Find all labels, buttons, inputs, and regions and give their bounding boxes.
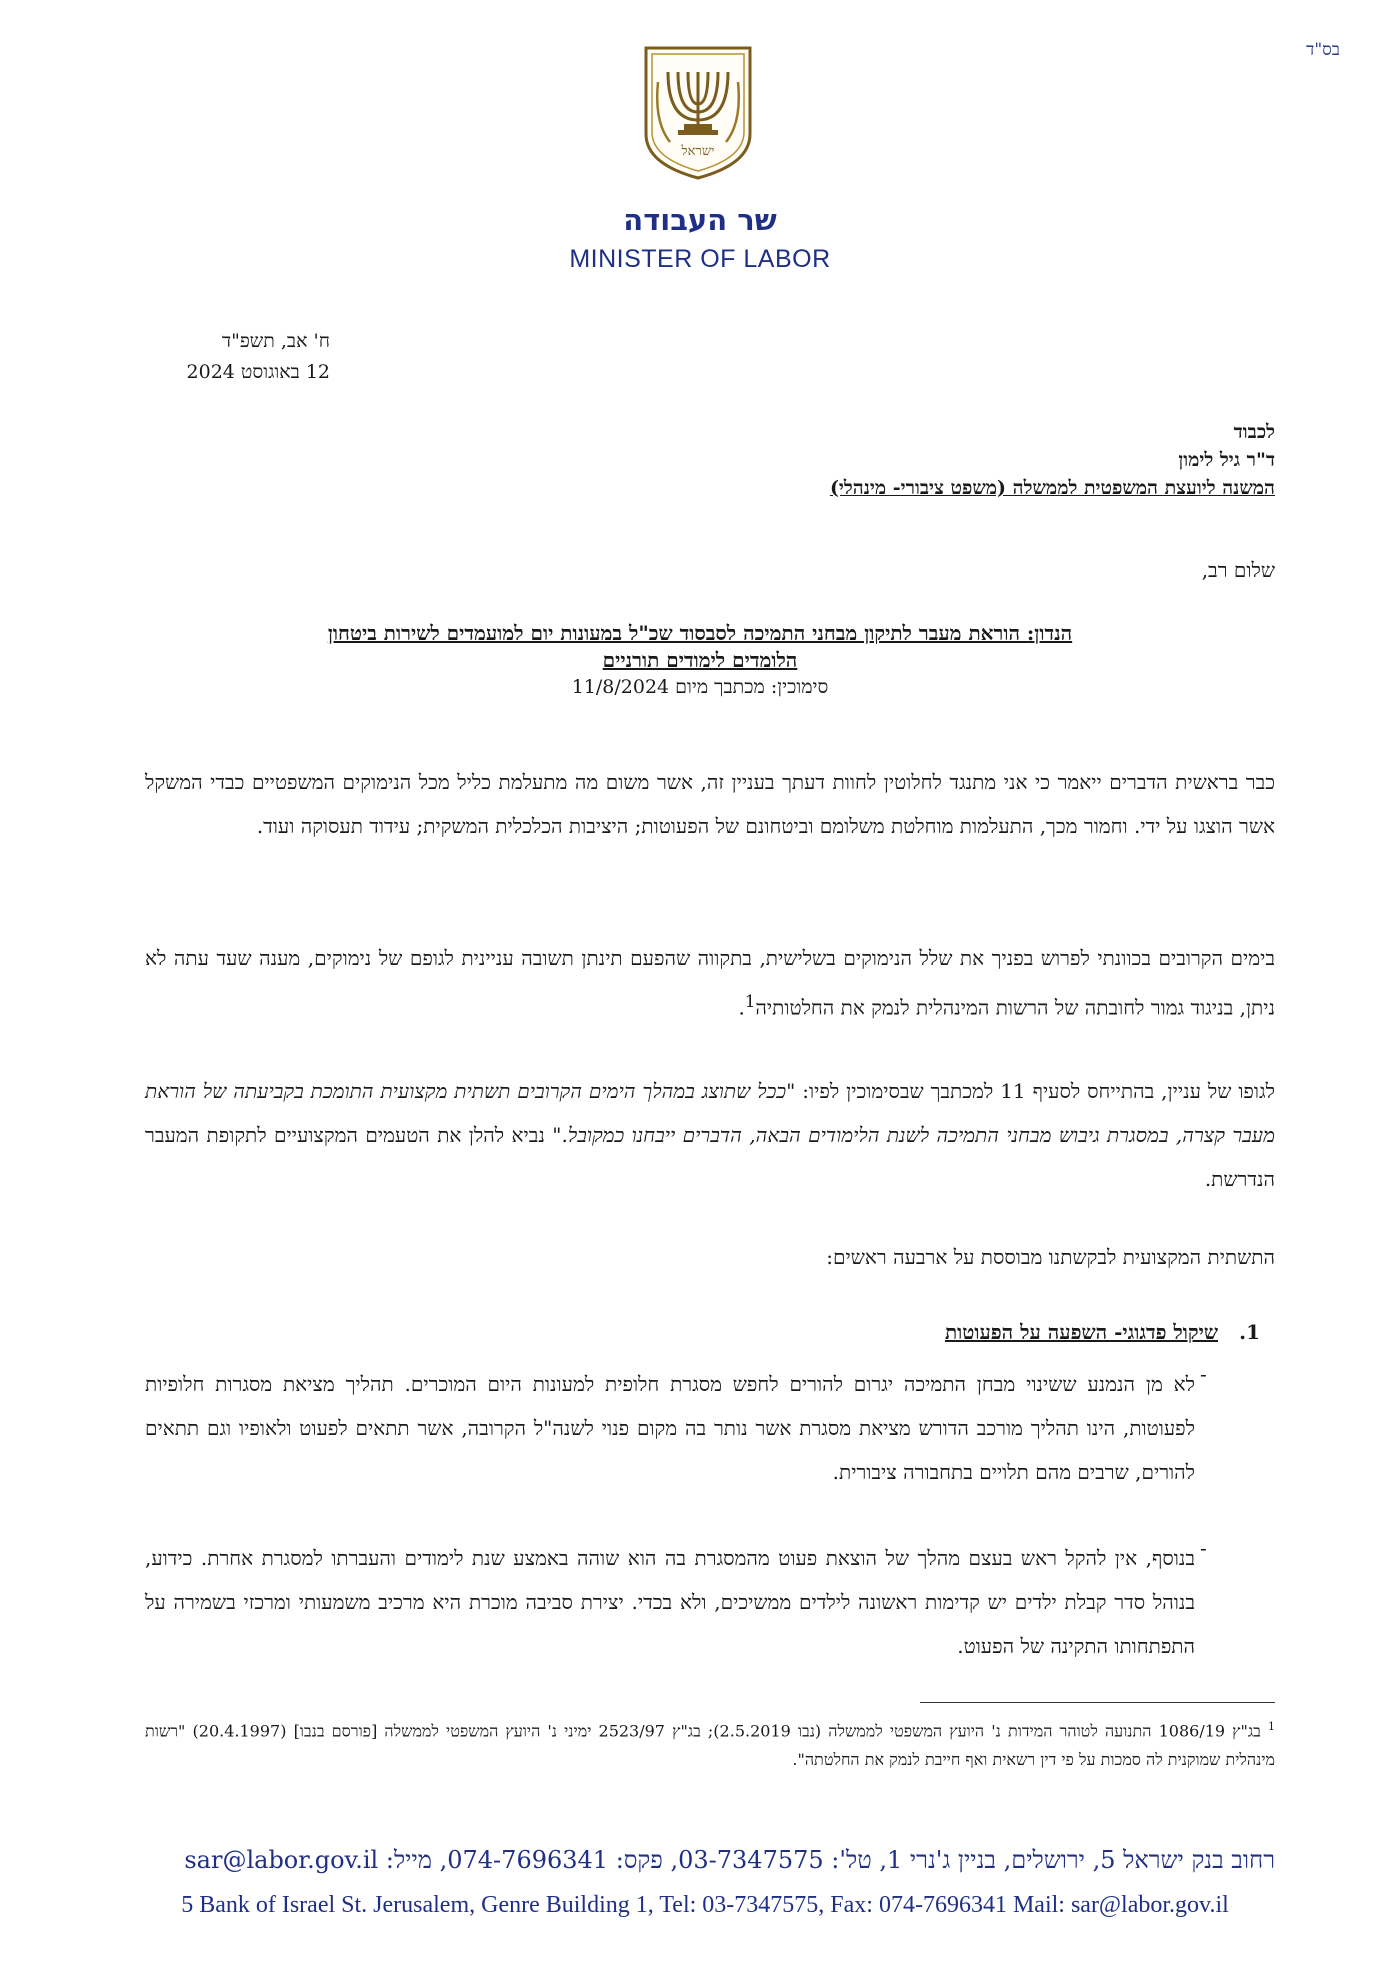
footnote-divider xyxy=(920,1702,1275,1703)
greeting: שלום רב, xyxy=(1201,558,1275,582)
body-paragraph-3 xyxy=(145,1069,1275,1201)
ministry-title-english: MINISTER OF LABOR xyxy=(569,245,831,273)
bullet-mark: - xyxy=(1200,1536,1207,1560)
body-paragraph-3-quote: "ככל שתוצג במהלך הימים הקרובים תשתית מקצועית התומכת בקביעתה של הוראת מעבר קצרה, במסגרת גיבוש מבחני התמיכה לשנת הלימודים הבאה, הדברים ייבחנו כמקובל." xyxy=(145,1079,1275,1147)
footnote-text: בג"ץ 1086/19 התנועה לטוהר המידות נ' היועץ המשפטי לממשלה (נבו 2.5.2019); בג"ץ 2523/97 ימיני נ' היועץ המשפטי לממשלה [פורסם בנבו] (20.4.1997) "רשות מינהלית שמוקנית לה סמכות על פי דין רשאית ואף חייבת לנמק את החלטתה". xyxy=(145,1721,1275,1770)
footnote xyxy=(145,1712,1275,1774)
bullet-mark: - xyxy=(1200,1362,1207,1386)
date-hebrew: ח' אב, תשפ"ד xyxy=(221,330,330,352)
subject-line-1: הנדון: הוראת מעבר לתיקון מבחני התמיכה לסבסוד שכ"ל במעונות יום למועמדים לשירות ביטחון xyxy=(327,621,1073,645)
bsd-mark: בס"ד xyxy=(1306,40,1340,60)
recipient-name: ד"ר גיל לימון xyxy=(1178,449,1275,471)
recipient-org: המשנה ליועצת המשפטית לממשלה (משפט ציבורי- מינהלי) xyxy=(829,477,1275,499)
section-1-number: 1. xyxy=(1239,1320,1260,1344)
footnote-number: 1 xyxy=(1268,1720,1275,1733)
section-1-heading xyxy=(300,1320,1260,1345)
subject-line-2: הלומדים לימודים תורניים xyxy=(602,648,798,672)
footer-address-hebrew: רחוב בנק ישראל 5, ירושלים, בניין ג'נרי 1, טל': 03-7347575, פקס: 074-7696341, מייל: sar@labor.gov.il xyxy=(184,1846,1275,1874)
body-paragraph-4: התשתית המקצועית לבקשתנו מבוססת על ארבעה ראשים: xyxy=(826,1245,1275,1269)
body-paragraph-3-end: נביא להלן את הטעמים המקצועיים לתקופת המעבר הנדרשת. xyxy=(145,1123,1275,1191)
recipient-salutation: לכבוד xyxy=(1233,421,1275,443)
menorah-state-emblem-icon xyxy=(640,42,756,182)
body-paragraph-2-text: בימים הקרובים בכוונתי לפרוש בפניך את שלל הנימוקים בשלישית, בתקווה שהפעם תינתן תשובה עניינית לגופם של נימוקים, מענה שעד עתה לא ניתן, בניגוד גמור לחובתה של הרשות המינהלית לנמק את החלטותיה xyxy=(145,946,1275,1020)
section-1-title: שיקול פדגוגי- השפעה על הפעוטות xyxy=(944,1320,1218,1344)
emblem-text: ישראל xyxy=(681,144,715,159)
bullet-item-1: לא מן הנמנע ששינוי מבחן התמיכה יגרום להורים לחפש מסגרת חלופית למעונות היום המוכרים. תהליך מציאת מסגרות חלופיות לפעוטות, הינו תהליך מורכב הדורש מציאת מסגרת אשר נותר בה מקום פנוי לשנה"ל הקרובה, אשר תתאים לפעוט ולאופיו וגם תתאים להורים, שרבים מהם תלויים בתחבורה ציבורית. xyxy=(145,1372,1195,1484)
body-paragraph-3-start: לגופו של עניין, בהתייחס לסעיף 11 למכתבך שבסימוכין לפיו: xyxy=(795,1079,1275,1103)
footer-address-english: 5 Bank of Israel St. Jerusalem, Genre Building 1, Tel: 03-7347575, Fax: 074-7696341 Mail: sar@labor.gov.il xyxy=(181,1892,1229,1918)
footnote-ref: 1 xyxy=(744,992,756,1011)
bullet-item-2: בנוסף, אין להקל ראש בעצם מהלך של הוצאת פעוט מהמסגרת בה הוא שוהה באמצע שנת לימודים והעברתו למסגרת אחרת. כידוע, בנוהל סדר קבלת ילדים יש קדימות ראשונה לילדים ממשיכים, ולא בכדי. יצירת סביבה מוכרת היא מרכיב משמעותי ומרכזי בשמירה על התפתחותו התקינה של הפעוט. xyxy=(145,1546,1195,1658)
reference-line: סימוכין: מכתבך מיום 11/8/2024 xyxy=(571,676,829,698)
body-paragraph-2: בימים הקרובים בכוונתי לפרוש בפניך את שלל הנימוקים בשלישית, בתקווה שהפעם תינתן תשובה עניינית לגופם של נימוקים, מענה שעד עתה לא ניתן, בניגוד גמור לחובתה של הרשות המינהלית לנמק את החלטותיה$^1$. xyxy=(145,946,1275,1020)
recipient-block xyxy=(300,418,1275,502)
date-gregorian: 12 באוגוסט 2024 xyxy=(186,361,330,383)
ministry-title-hebrew: שר העבודה xyxy=(623,203,777,237)
subject-line xyxy=(130,620,1270,674)
body-paragraph-1: כבר בראשית הדברים ייאמר כי אני מתנגד לחלוטין לחוות דעתך בעניין זה, אשר משום מה מתעלמת כליל מכל הנימוקים המשפטיים כבדי המשקל אשר הוצגו על ידי. וחמור מכך, התעלמות מוחלטת משלומם וביטחונם של הפעוטות; היציבות הכלכלית המשקית; עידוד תעסוקה ועוד. xyxy=(145,770,1276,838)
